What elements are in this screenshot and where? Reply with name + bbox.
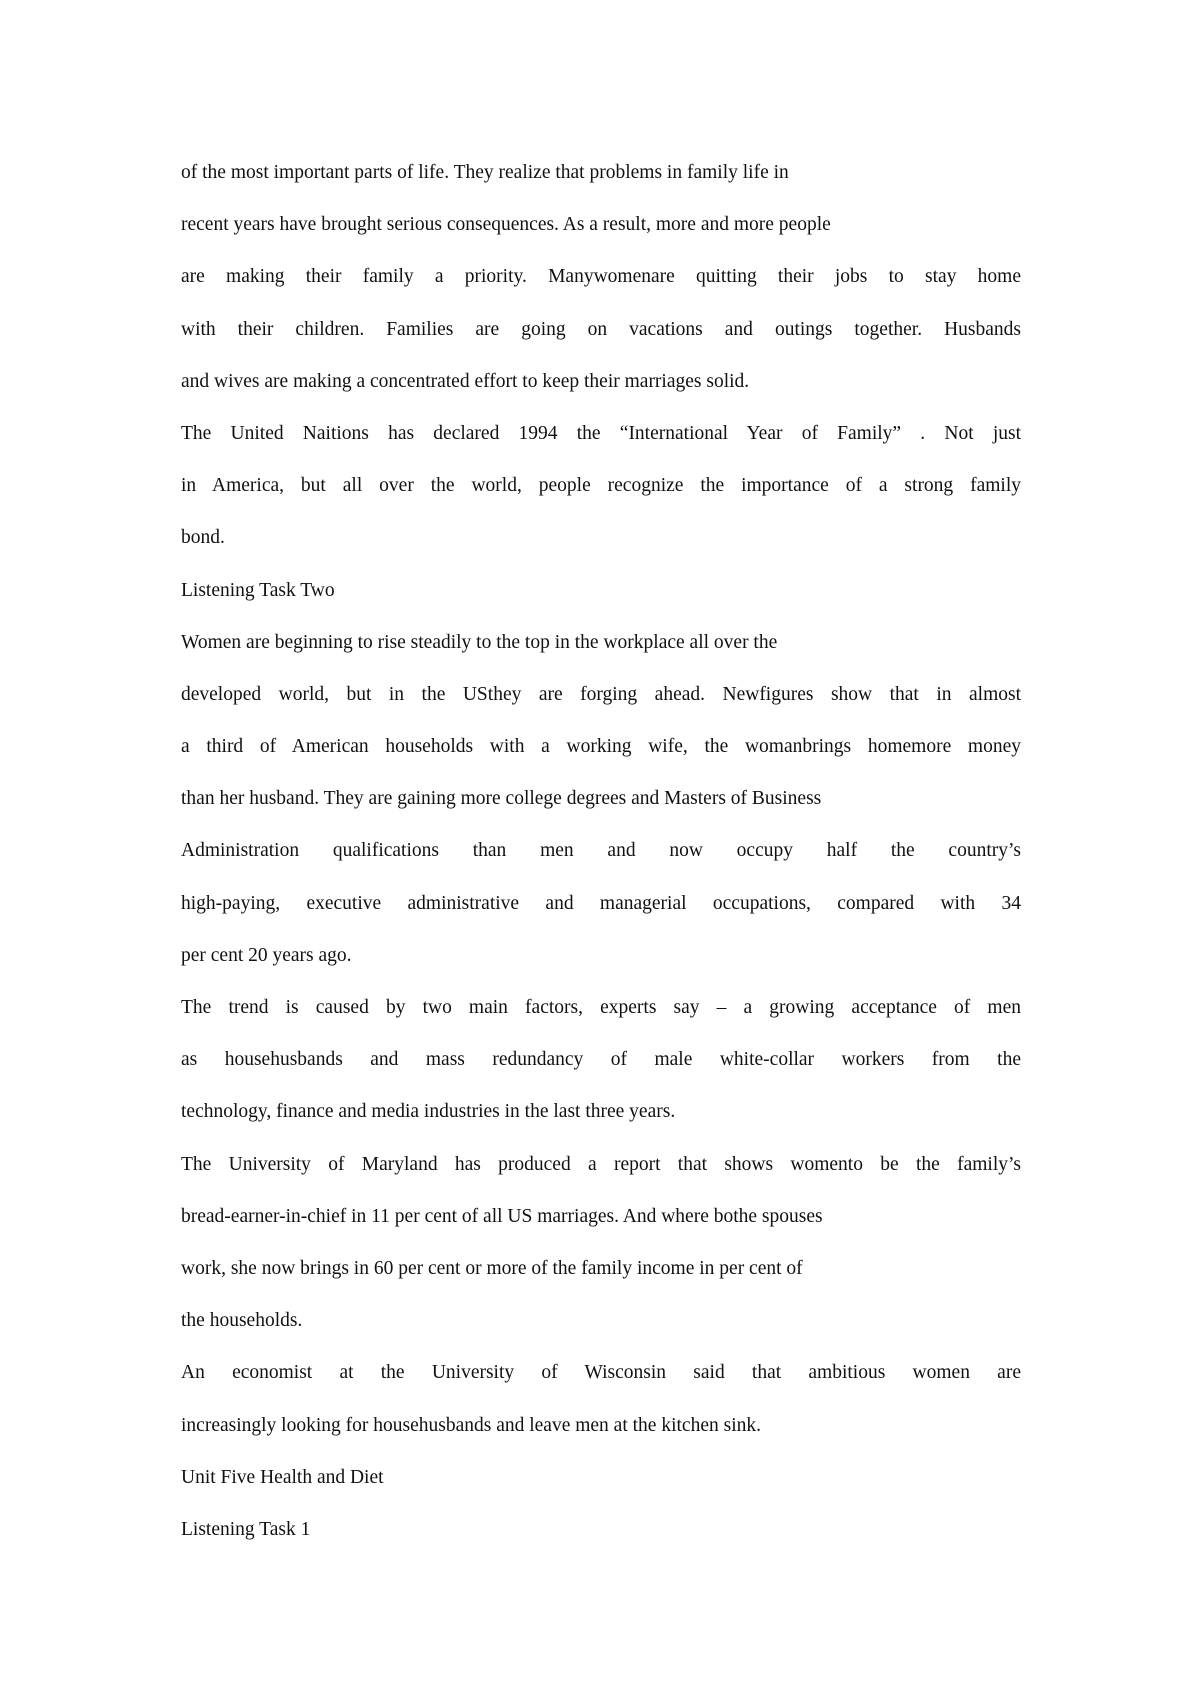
text-line: developed world, but in the USthey are forging ahead. Newfigures show that in almost [181, 683, 1021, 705]
document-body [181, 154, 1021, 1563]
text-line: bread-earner-in-chief in 11 per cent of all US marriages. And where bothe spouses [181, 1205, 823, 1227]
text-line: increasingly looking for househusbands and leave men at the kitchen sink. [181, 1414, 761, 1436]
text-line: The University of Maryland has produced a report that shows womento be the family’s [181, 1153, 1021, 1175]
text-line: recent years have brought serious consequences. As a result, more and more people [181, 214, 831, 236]
text-line: Women are beginning to rise steadily to the top in the workplace all over the [181, 631, 778, 653]
text-line: and wives are making a concentrated effort to keep their marriages solid. [181, 370, 750, 392]
text-line: work, she now brings in 60 per cent or more of the family income in per cent of [181, 1257, 803, 1279]
text-line: Administration qualifications than men and now occupy half the country’s [181, 840, 1021, 862]
text-line: bond. [181, 527, 225, 549]
text-line: are making their family a priority. Manywomenare quitting their jobs to stay home [181, 266, 1021, 288]
text-line: than her husband. They are gaining more college degrees and Masters of Business [181, 788, 822, 810]
text-line: The United Naitions has declared 1994 the “International Year of Family” . Not just [181, 422, 1021, 444]
text-line: Listening Task 1 [181, 1518, 311, 1540]
text-line: of the most important parts of life. They realize that problems in family life in [181, 162, 789, 183]
text-line: as househusbands and mass redundancy of male white-collar workers from the [181, 1049, 1021, 1071]
text-line: technology, finance and media industries in the last three years. [181, 1101, 676, 1123]
text-line: Listening Task Two [181, 579, 335, 601]
text-line: The trend is caused by two main factors, experts say – a growing acceptance of men [181, 997, 1021, 1018]
text-line: in America, but all over the world, people recognize the importance of a strong family [181, 475, 1021, 497]
text-line: high-paying, executive administrative and managerial occupations, compared with 34 [181, 892, 1021, 914]
text-line: with their children. Families are going on vacations and outings together. Husbands [181, 318, 1021, 340]
text-line: per cent 20 years ago. [181, 944, 352, 966]
text-line: a third of American households with a working wife, the womanbrings homemore money [181, 736, 1021, 758]
text-line: the households. [181, 1310, 303, 1332]
text-line: An economist at the University of Wisconsin said that ambitious women are [181, 1362, 1021, 1384]
text-line: Unit Five Health and Diet [181, 1466, 384, 1488]
